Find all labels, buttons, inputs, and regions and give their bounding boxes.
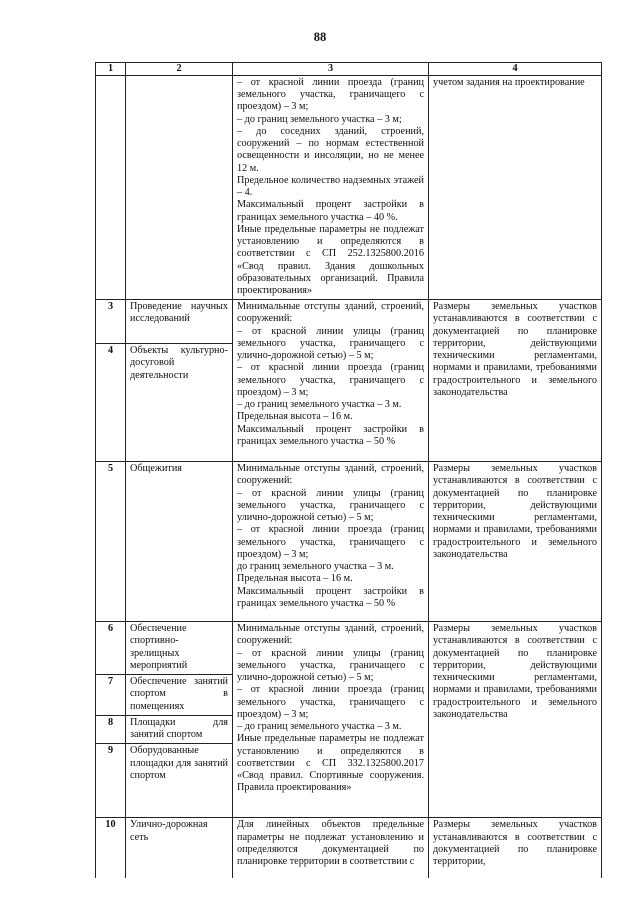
cell-num-3: 3 (96, 300, 126, 344)
table-row-6 (96, 622, 602, 675)
text-line: Минимальные отступы зданий, строений, сооружений: (237, 301, 424, 325)
text-line: Предельная высота – 16 м. (237, 411, 353, 423)
text-line: – от красной линии проезда (границ земельного участка, граничащего с проездом) – 3 м; (237, 362, 424, 398)
header-col-1: 1 (96, 63, 126, 76)
cell-num-6: 6 (96, 622, 126, 675)
table-header-row (96, 63, 602, 76)
cell-name-6: Обеспечение спортивно-зрелищных мероприятий (126, 622, 233, 675)
cell-name-10: Улично-дорожная сеть (126, 818, 233, 878)
text-line: Максимальный процент застройки в границах земельного участка – 50 % (237, 585, 424, 609)
text-line: Предельная высота – 16 м. (237, 573, 353, 585)
cell-num-10: 10 (96, 818, 126, 878)
cell-params-3-4 (233, 300, 429, 462)
cell-params-10: Для линейных объектов предельные параметры не подлежат установлению и определяются документацией по планировке территории в соответствии с (233, 818, 429, 878)
cell-name-cont (126, 76, 233, 300)
cell-sizes-cont: учетом задания на проектирование (429, 76, 602, 300)
text-line: Максимальный процент застройки в границах земельного участка – 40 %. (237, 199, 424, 223)
cell-num-9: 9 (96, 744, 126, 818)
cell-num-4: 4 (96, 344, 126, 462)
text-line: – до границ земельного участка – 3 м. (237, 399, 402, 411)
cell-name-5: Общежития (126, 462, 233, 622)
text-line: – до соседних зданий, строений, сооружений – по нормам естественной освещенности и инсоляции, но не менее 12 м. (237, 125, 424, 174)
table-row-5 (96, 462, 602, 622)
cell-name-3: Проведение научных исследований (126, 300, 233, 344)
text-line: – от красной линии проезда (границ земельного участка, граничащего с проездом) – 3 м; (237, 524, 424, 560)
cell-num-7: 7 (96, 675, 126, 716)
text-line: Иные предельные параметры не подлежат установлению и определяются в соответствии с СП 332.1325800.2017 «Свод правил. Спортивные сооружения. Правила проектирования» (237, 733, 424, 794)
cell-sizes-5: Размеры земельных участков устанавливаются в соответствии с документацией по планировке территории, действующими техническими регламентами, нормами и правилами, требованиями градостроительного и земельного законодательства (429, 462, 602, 622)
cell-sizes-6-9: Размеры земельных участков устанавливаются в соответствии с документацией по планировке территории, действующими техническими регламентами, нормами и правилами, требованиями градостроительного и земельного законодательства (429, 622, 602, 818)
cell-name-8: Площадки для занятий спортом (126, 715, 233, 743)
header-col-4: 4 (429, 63, 602, 76)
regulations-table (95, 62, 602, 878)
cell-name-4: Объекты культурно-досуговой деятельности (126, 344, 233, 462)
cell-params-6-9 (233, 622, 429, 818)
text-line: – до границ земельного участка – 3 м; (237, 113, 402, 125)
cell-params-cont (233, 76, 429, 300)
cell-num-8: 8 (96, 715, 126, 743)
table-row-10 (96, 818, 602, 878)
table-row-continuation (96, 76, 602, 300)
text-line: – от красной линии улицы (границ земельного участка, граничащего с улично-дорожной сетью) – 5 м; (237, 325, 424, 362)
text-line: – до границ земельного участка – 3 м. (237, 721, 402, 733)
header-col-2: 2 (126, 63, 233, 76)
cell-sizes-10: Размеры земельных участков устанавливаются в соответствии с документацией по планировке территории, (429, 818, 602, 878)
text-line: до границ земельного участка – 3 м. (237, 561, 394, 573)
text-line: – от красной линии проезда (границ земельного участка, граничащего с проездом) – 3 м; (237, 684, 424, 720)
text-line: Минимальные отступы зданий, строений, сооружений: (237, 623, 424, 647)
cell-name-7: Обеспечение занятий спортом в помещениях (126, 675, 233, 716)
cell-num-cont (96, 76, 126, 300)
cell-params-5 (233, 462, 429, 622)
text-line: – от красной линии улицы (границ земельного участка, граничащего с улично-дорожной сетью) – 5 м; (237, 487, 424, 524)
text-line: Предельное количество надземных этажей – 4. (237, 174, 424, 199)
cell-sizes-3-4: Размеры земельных участков устанавливаются в соответствии с документацией по планировке территории, действующими техническими регламентами, нормами и правилами, требованиями градостроительного и земельного законодательства (429, 300, 602, 462)
cell-num-5: 5 (96, 462, 126, 622)
text-line: Максимальный процент застройки в границах земельного участка – 50 % (237, 423, 424, 447)
table-row-3 (96, 300, 602, 344)
page-number: 88 (313, 30, 327, 44)
cell-name-9: Оборудованные площадки для занятий спортом (126, 744, 233, 818)
header-col-3: 3 (233, 63, 429, 76)
text-line: – от красной линии проезда (границ земельного участка, граничащего с проездом) – 3 м; (237, 77, 424, 113)
text-line: Иные предельные параметры не подлежат установлению и определяются в соответствии с СП 252.1325800.2016 «Свод правил. Здания дошкольных образовательных организаций. Правила проектирования» (237, 223, 424, 296)
text-line: Минимальные отступы зданий, строений, сооружений: (237, 463, 424, 487)
text-line: – от красной линии улицы (границ земельного участка, граничащего с улично-дорожной сетью) – 5 м; (237, 647, 424, 684)
